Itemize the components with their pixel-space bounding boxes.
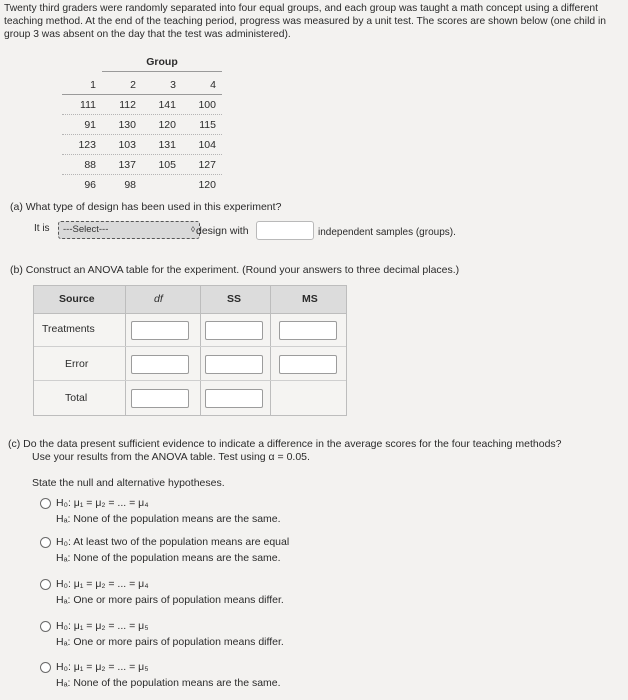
null-hypothesis: H₀: μ₁ = μ₂ = ... = μ₅ [56,620,149,632]
radio-button[interactable] [40,579,51,590]
anova-header-ss: SS [227,293,242,305]
group-header: 2 [130,79,136,91]
anova-row-error: Error [65,358,89,370]
null-hypothesis: H₀: At least two of the population means are equal [56,536,290,548]
table-cell: 103 [118,138,136,151]
hypothesis-option[interactable] [40,578,440,610]
hypothesis-option[interactable] [40,661,440,693]
table-cell: 98 [124,178,136,191]
alternative-hypothesis: Hₐ: One or more pairs of population means differ. [56,594,284,606]
table-divider [34,380,346,381]
table-cell: 123 [78,138,96,151]
table-cell: 105 [158,158,176,171]
radio-button[interactable] [40,498,51,509]
anova-table [33,285,347,416]
part-a-question: (a) What type of design has been used in this experiment? [10,201,282,213]
null-hypothesis: H₀: μ₁ = μ₂ = ... = μ₅ [56,661,149,673]
part-c-instruction: State the null and alternative hypotheses. [32,477,225,489]
null-hypothesis: H₀: μ₁ = μ₂ = ... = μ₄ [56,497,149,509]
group-table-title: Group [102,56,222,72]
group-header: 3 [170,79,176,91]
total-ss-input[interactable] [205,389,263,408]
table-row [62,155,222,175]
treatments-ss-input[interactable] [205,321,263,340]
group-table-header-row [62,76,222,95]
table-cell: 120 [198,178,216,191]
anova-header-ms: MS [302,293,318,305]
part-a-suffix: independent samples (groups). [318,227,456,238]
table-row [62,95,222,115]
table-cell: 96 [84,178,96,191]
alternative-hypothesis: Hₐ: None of the population means are the same. [56,677,281,689]
table-divider [200,286,201,415]
treatments-df-input[interactable] [131,321,189,340]
radio-button[interactable] [40,621,51,632]
error-df-input[interactable] [131,355,189,374]
table-cell: 127 [198,158,216,171]
table-cell: 120 [158,118,176,131]
radio-button[interactable] [40,662,51,673]
design-type-select-value: ---Select--- [63,224,109,235]
table-cell: 88 [84,158,96,171]
error-ss-input[interactable] [205,355,263,374]
select-arrows-icon: ◊ [191,225,195,234]
part-b-question: (b) Construct an ANOVA table for the experiment. (Round your answers to three decimal places.) [10,264,460,276]
table-divider [34,346,346,347]
alternative-hypothesis: Hₐ: One or more pairs of population means differ. [56,636,284,648]
hypothesis-option[interactable] [40,536,440,568]
design-type-select[interactable] [58,221,200,239]
group-header: 4 [210,79,216,91]
part-c-question-line2: Use your results from the ANOVA table. Test using α = 0.05. [32,451,310,463]
table-divider [270,286,271,415]
table-cell: 104 [198,138,216,151]
alternative-hypothesis: Hₐ: None of the population means are the same. [56,552,281,564]
hypothesis-option[interactable] [40,620,440,652]
anova-header-df: df [154,293,163,305]
problem-intro: Twenty third graders were randomly separated into four equal groups, and each group was taught a math concept using a different teaching method. At the end of the teaching period, progress was measured by a unit test. The scores are shown below (one child in group 3 was absent on the day that the test was administered). [4,3,606,40]
table-row [62,135,222,155]
group-header: 1 [90,79,96,91]
table-cell: 115 [199,118,216,131]
null-hypothesis: H₀: μ₁ = μ₂ = ... = μ₄ [56,578,149,590]
anova-row-total: Total [65,392,88,404]
table-divider [125,286,126,415]
table-cell: 130 [118,118,136,131]
alternative-hypothesis: Hₐ: None of the population means are the same. [56,513,281,525]
independent-samples-count-input[interactable] [256,221,314,240]
table-cell: 91 [84,118,96,131]
total-df-input[interactable] [131,389,189,408]
anova-header-source: Source [59,293,95,305]
table-cell: 112 [119,98,136,111]
error-ms-input[interactable] [279,355,337,374]
table-row [62,175,222,194]
hypothesis-option[interactable] [40,497,440,529]
table-cell: 111 [80,98,96,111]
table-cell: 131 [158,138,176,151]
part-a-middle: design with [196,225,249,237]
treatments-ms-input[interactable] [279,321,337,340]
table-cell: 100 [198,98,216,111]
table-cell: 137 [118,158,136,171]
table-cell: 141 [158,98,176,111]
group-data-table [62,56,222,194]
radio-button[interactable] [40,537,51,548]
part-c-question-line1: (c) Do the data present sufficient evidence to indicate a difference in the average scores for the four teaching methods? [8,438,562,450]
anova-row-treatments: Treatments [42,323,95,335]
part-a-prefix: It is [34,223,50,234]
table-row [62,115,222,135]
